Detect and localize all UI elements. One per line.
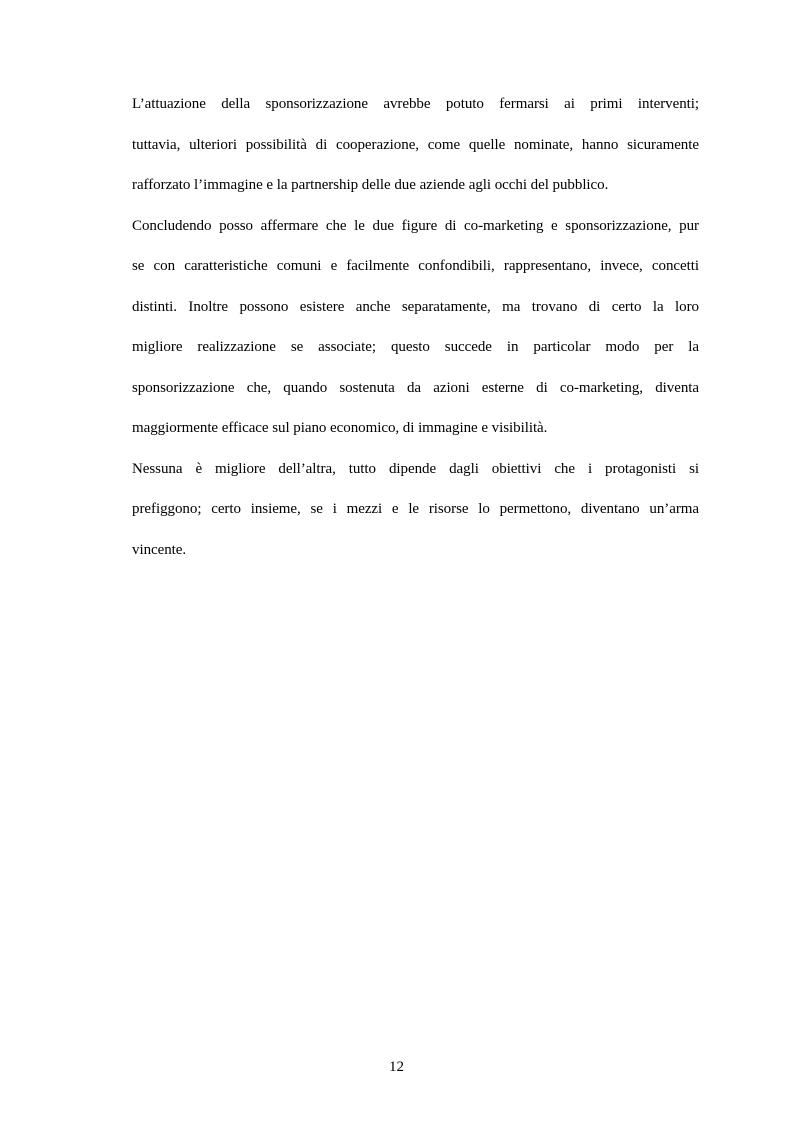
- text-line: Nessuna è migliore dell’altra, tutto dipende dagli obiettivi che i protagonisti si: [132, 460, 699, 477]
- text-line: rafforzato l’immagine e la partnership delle due aziende agli occhi del pubblico.: [132, 177, 609, 193]
- text-line: L’attuazione della sponsorizzazione avrebbe potuto fermarsi ai primi interventi;: [132, 96, 699, 112]
- text-line: vincente.: [132, 541, 187, 558]
- page-number: 12: [389, 1059, 404, 1075]
- paragraph-1: [132, 91, 699, 213]
- text-line: se con caratteristiche comuni e facilmente confondibili, rappresentano, invece, concetti: [132, 258, 699, 274]
- text-line: distinti. Inoltre possono esistere anche separatamente, ma trovano di certo la loro: [132, 298, 699, 315]
- text-line: maggiormente efficace sul piano economico, di immagine e visibilità.: [132, 420, 548, 436]
- paragraph-2: [132, 213, 699, 456]
- text-line: prefiggono; certo insieme, se i mezzi e le risorse lo permettono, diventano un’arma: [132, 501, 699, 517]
- paragraph-3: [132, 456, 699, 578]
- text-line: migliore realizzazione se associate; questo succede in particolar modo per la: [132, 339, 699, 355]
- body-text: [132, 91, 699, 577]
- text-line: sponsorizzazione che, quando sostenuta da azioni esterne di co-marketing, diventa: [132, 379, 699, 396]
- text-line: Concludendo posso affermare che le due figure di co-marketing e sponsorizzazione, pur: [132, 217, 699, 234]
- text-line: tuttavia, ulteriori possibilità di cooperazione, come quelle nominate, hanno sicuramente: [132, 136, 699, 153]
